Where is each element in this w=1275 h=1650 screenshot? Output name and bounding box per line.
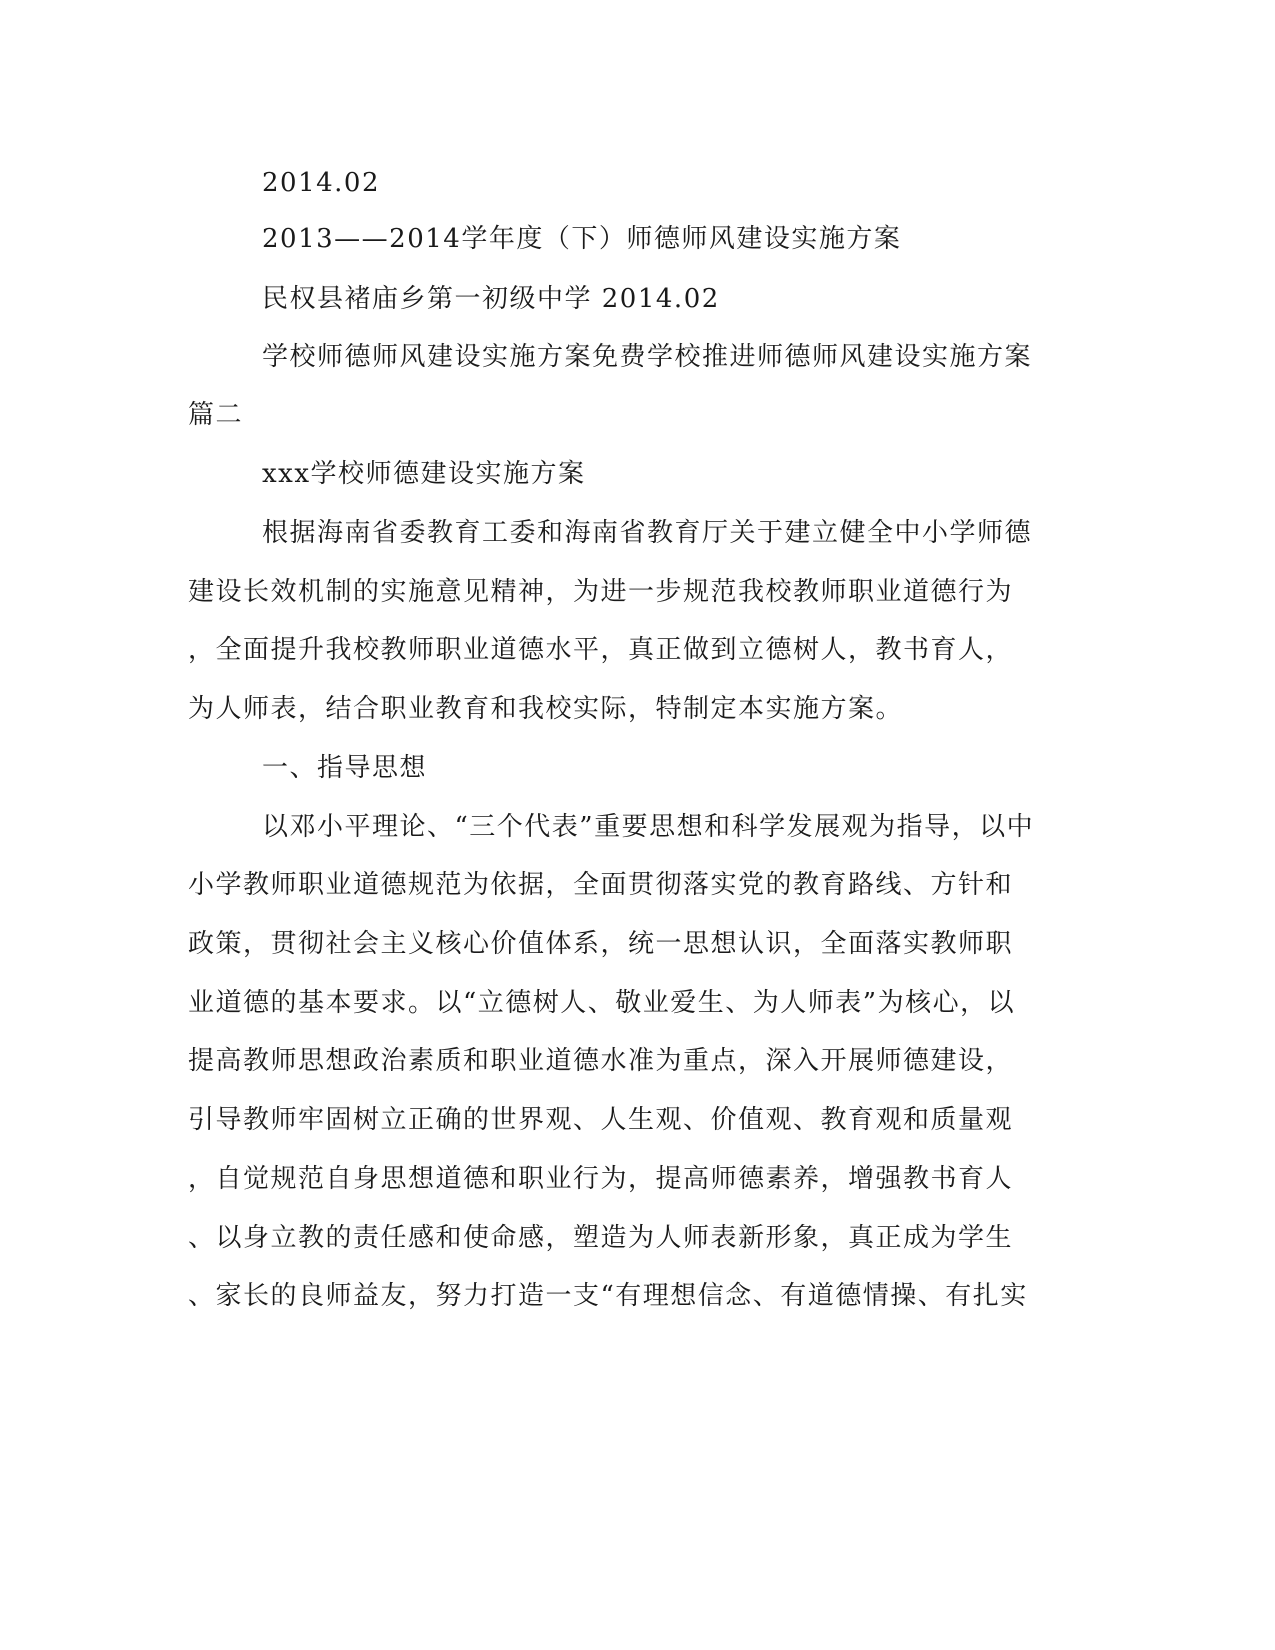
paragraph-line: 小学教师职业道德规范为依据，全面贯彻落实党的教育路线、方针和 [188, 870, 1014, 900]
paragraph-line: 以邓小平理论、“三个代表”重要思想和科学发展观为指导，以中 [262, 812, 1035, 842]
paragraph-line: 建设长效机制的实施意见精神，为进一步规范我校教师职业道德行为 [188, 577, 1014, 607]
guiding-thought-heading: 一、指导思想 [262, 753, 428, 783]
paragraph-line: 政策，贯彻社会主义核心价值体系，统一思想认识，全面落实教师职 [188, 929, 1014, 959]
paragraph-line: 提高教师思想政治素质和职业道德水准为重点，深入开展师德建设， [188, 1046, 1014, 1076]
plan-title-line: xxx学校师德建设实施方案 [262, 459, 586, 489]
paragraph-line: 引导教师牢固树立正确的世界观、人生观、价值观、教育观和质量观 [188, 1105, 1014, 1135]
paragraph-line: 业道德的基本要求。以“立德树人、敬业爱生、为人师表”为核心，以 [188, 988, 1016, 1018]
paragraph-line: 为人师表，结合职业教育和我校实际，特制定本实施方案。 [188, 694, 904, 724]
section-heading-continuation: 篇二 [188, 400, 244, 430]
section-heading-line: 学校师德师风建设实施方案免费学校推进师德师风建设实施方案 [262, 342, 1033, 372]
school-date-line: 民权县褚庙乡第一初级中学 2014.02 [262, 284, 720, 314]
paragraph-line: ，自觉规范自身思想道德和职业行为，提高师德素养，增强教书育人 [188, 1164, 1014, 1194]
date-line: 2014.02 [262, 168, 381, 198]
paragraph-line: 、家长的良师益友，努力打造一支“有理想信念、有道德情操、有扎实 [188, 1281, 1028, 1311]
paragraph-line: ，全面提升我校教师职业道德水平，真正做到立德树人，教书育人， [188, 635, 1014, 665]
paragraph-line: 根据海南省委教育工委和海南省教育厅关于建立健全中小学师德 [262, 518, 1033, 548]
paragraph-line: 、以身立教的责任感和使命感，塑造为人师表新形象，真正成为学生 [188, 1223, 1014, 1253]
title-line: 2013——2014学年度（下）师德师风建设实施方案 [262, 224, 902, 254]
